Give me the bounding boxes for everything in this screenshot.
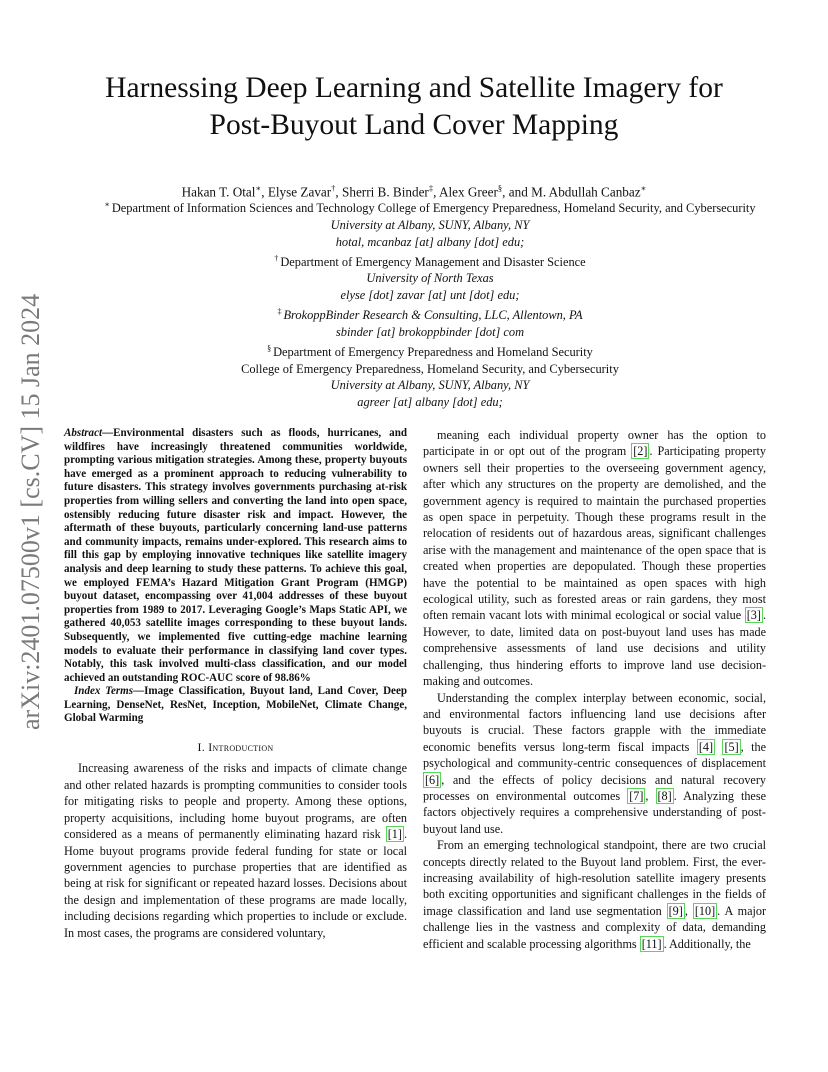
affiliation-text: BrokoppBinder Research & Consulting, LLC, Allentown, PA (283, 308, 583, 323)
affiliation-line (40, 377, 820, 394)
section-heading-introduction (64, 739, 407, 755)
affiliation-line (40, 217, 820, 234)
body-paragraph (423, 837, 766, 952)
affiliation-text: agreer [at] albany [dot] edu; (357, 395, 503, 410)
affiliation-text: University of North Texas (366, 271, 494, 286)
affiliation-line (40, 304, 820, 324)
paragraph-text: . Participating property owners sell their properties to the overseeing government agency, after which any structures on the property are demolished, and the government agency is required to maintain the purchased properties as open space in perpetuity. Though these programs result in the relocation of residents out of hazardous areas, significant challenges arise with the management and maintenance of the open space that is created when properties are depopulated. Though these properties have the potential to be maintained as open spaces with high ecological utility, such as forested areas or rain gardens, they most often remain vacant lots with minimal ecological or social value (423, 444, 766, 623)
author-name: Hakan T. Otal (181, 184, 256, 200)
left-column (64, 427, 407, 941)
paragraph-text: , the psychological and community-centric consequences of displacement (423, 739, 767, 771)
affiliation-line (40, 287, 820, 304)
affiliation-line (40, 251, 820, 271)
section-number: I. (197, 740, 209, 755)
paragraph-text: , (645, 788, 656, 803)
author-separator: , and (502, 184, 532, 200)
paragraph-text: . Additionally, the (663, 936, 751, 951)
body-paragraph (423, 690, 766, 838)
citation-link[interactable]: [2] (633, 444, 648, 459)
author-affiliation-mark: ∗ (255, 183, 262, 193)
paragraph-text: . Analyzing these factors objectively requires a comprehensive understanding of post-buyout land use. (423, 788, 766, 836)
citation-link[interactable]: [1] (387, 827, 402, 842)
author-affiliation-mark: † (331, 183, 336, 193)
arxiv-identifier: arXiv:2401.07500v1 [cs.CV] 15 Jan 2024 (16, 293, 45, 730)
affiliation-text: College of Emergency Preparedness, Homeland Security, and Cybersecurity (241, 361, 619, 376)
author-affiliation-mark: ‡ (428, 183, 434, 193)
author-affiliation-mark: ∗ (640, 183, 647, 193)
affiliation-line (40, 361, 820, 378)
citation-link[interactable]: [6] (425, 772, 440, 787)
affiliation-line (40, 394, 820, 411)
author-name: Sherri B. Binder (342, 184, 429, 200)
author-name: M. Abdullah Canbaz (531, 184, 641, 200)
right-body-text (423, 427, 766, 952)
paragraph-text: meaning each individual property owner has the option to participate in or opt out of the program (423, 428, 766, 459)
author-separator: , (335, 184, 343, 200)
affiliation-mark: ∗ (104, 200, 110, 209)
body-paragraph (64, 760, 407, 940)
paragraph-text: Understanding the complex interplay between economic, social, and environmental factors influencing land use decisions after buyouts is crucial. These factors grapple with the immediate economic benefits versus long-term fiscal impacts (423, 690, 766, 754)
citation-link[interactable]: [10] (694, 903, 716, 918)
right-column (423, 427, 766, 952)
citation-link[interactable]: [7] (629, 788, 644, 803)
affiliation-text: University at Albany, SUNY, Albany, NY (330, 378, 530, 393)
paragraph-text: Increasing awareness of the risks and impacts of climate change and other related hazards is prompting communities to consider tools for mitigating risks to people and property. Among these options, property acquisitions, including home buyout programs, are often considered as a means of permanently eliminating hazard risk (64, 761, 407, 842)
title-line: Post-Buyout Land Cover Mapping (209, 109, 619, 141)
author-name: Elyse Zavar (267, 184, 332, 200)
affiliations (40, 197, 820, 411)
paragraph-text: , (684, 903, 693, 918)
body-paragraph (423, 427, 766, 690)
affiliation-mark: ‡ (277, 307, 282, 317)
paragraph-text: . A major challenge lies in the vastness and complexity of data, demanding efficient and scalable processing algorithms (423, 903, 767, 951)
affiliation-text: Department of Emergency Management and Disaster Science (280, 254, 586, 269)
affiliation-text: Department of Emergency Preparedness and Homeland Security (273, 344, 593, 359)
citation-link[interactable]: [11] (641, 936, 662, 951)
affiliation-line (40, 270, 820, 287)
affiliation-text: elyse [dot] zavar [at] unt [dot] edu; (340, 288, 520, 303)
affiliation-line (40, 341, 820, 361)
affiliation-text: hotal, mcanbaz [at] albany [dot] edu; (335, 234, 525, 249)
author-separator: , (433, 184, 439, 200)
affiliation-line (40, 324, 820, 341)
affiliation-text: University at Albany, SUNY, Albany, NY (330, 217, 530, 232)
affiliation-mark: § (267, 343, 272, 353)
index-terms-label: Index Terms (74, 685, 134, 698)
paragraph-text: . Home buyout programs provide federal funding for state or local government agencies to purchase properties that are identified as being at risk for significant or repeated hazard losses. Decisions about the design and implementation of these programs are made locally, including decisions regarding which properties to include or exclude. In most cases, the programs are considered voluntary, (64, 827, 407, 940)
index-terms (64, 685, 407, 726)
citation-link[interactable]: [4] (698, 739, 714, 754)
affiliation-line (40, 197, 820, 217)
citation-link[interactable]: [5] (724, 739, 739, 754)
paragraph-text: From an emerging technological standpoint, there are two crucial concepts directly related to the Buyout land problem. First, the ever-increasing availability of high-resolution satellite imagery presents both exciting opportunities and significant challenges in the fields of image classification and land use segmentation (423, 838, 766, 918)
citation-link[interactable]: [9] (668, 903, 683, 918)
paragraph-text: , and the effects of policy decisions and natural recovery processes on environmental outcomes (423, 772, 766, 803)
paragraph-text: . However, to date, limited data on post-buyout land uses has made comprehensive assessments of land use decisions and utility challenging, thus hindering efforts to improve land use decision-making and outcomes. (423, 608, 766, 689)
title-line: Harnessing Deep Learning and Satellite Imagery for (105, 72, 723, 104)
index-terms-text: —Image Classification, Buyout land, Land Cover, Deep Learning, DenseNet, ResNet, Inception, MobileNet, Climate Change, Global Warming (64, 685, 407, 725)
affiliation-line (40, 234, 820, 251)
author-separator: , (261, 184, 268, 200)
citation-link[interactable]: [8] (657, 788, 672, 803)
paper-title (40, 70, 788, 144)
citation-link[interactable]: [3] (746, 608, 761, 623)
section-title: Introduction (208, 740, 274, 755)
abstract-label: Abstract (64, 427, 103, 439)
left-body-text (64, 760, 407, 940)
abstract (64, 427, 407, 685)
affiliation-mark: † (274, 253, 279, 263)
author-affiliation-mark: § (497, 183, 503, 193)
author-name: Alex Greer (438, 184, 498, 200)
affiliation-text: sbinder [at] brokoppbinder [dot] com (335, 324, 525, 339)
abstract-text: —Environmental disasters such as floods, hurricanes, and wildfires have increasingly threatened communities worldwide, prompting various mitigation strategies. Among these, property buyouts have emerged as a prominent approach to reducing vulnerability to future disasters. This strategy involves governments purchasing at-risk properties from willing sellers and converting the land into open space, ostensibly reducing future disaster risk and impact. However, the aftermath of these buyouts, particularly concerning land-use patterns and community impacts, remains under-explored. This research aims to fill this gap by employing innovative techniques like satellite imagery analysis and deep learning to study these patterns. To achieve this goal, we employed FEMA’s Hazard Mitigation Grant Program (HMGP) buyout dataset, encompassing over 41,004 addresses of these buyout properties from 1989 to 2017. Leveraging Google’s Maps Static API, we gathered 40,053 satellite images corresponding to these buyout lands. Subsequently, we implemented five cutting-edge machine learning models to evaluate their performance in classifying land cover types. Notably, this task involved multi-class classification, and our model achieved an outstanding ROC-AUC score of 98.86% (64, 427, 407, 684)
affiliation-text: Department of Information Sciences and Technology College of Emergency Preparedness, Homeland Security, and Cybersecurity (111, 201, 756, 216)
